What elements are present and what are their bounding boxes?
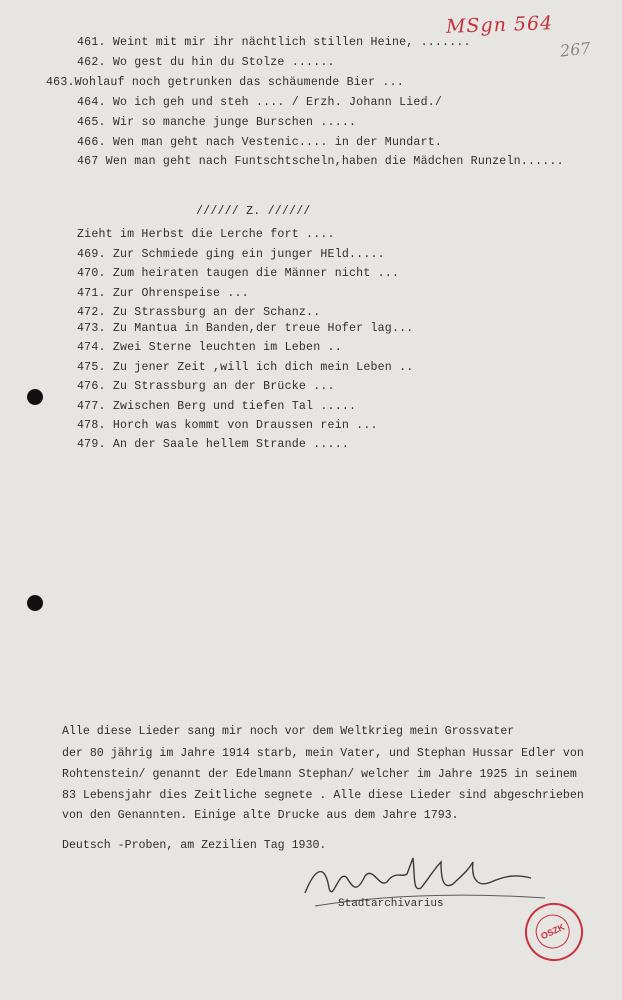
list-item: 466. Wen man geht nach Vestenic.... in der Mundart. — [77, 136, 443, 149]
list-item: 464. Wo ich geh und steh .... / Erzh. Johann Lied./ — [77, 96, 443, 109]
list-item: 479. An der Saale hellem Strande ..... — [77, 438, 350, 451]
list-item: 470. Zum heiraten taugen die Männer nicht ... — [77, 267, 400, 280]
list-item: 472. Zu Strassburg an der Schanz.. — [77, 306, 321, 319]
shelfmark: MSgn 564 — [445, 12, 554, 38]
list-item: 475. Zu jener Zeit ,will ich dich mein Leben .. — [77, 361, 414, 374]
stamp-text: OSZK — [530, 909, 575, 954]
list-item: 474. Zwei Sterne leuchten im Leben .. — [77, 341, 342, 354]
signature-title: Stadtarchivarius — [338, 898, 444, 910]
page-number: 267 — [559, 38, 592, 61]
list-item: 477. Zwischen Berg und tiefen Tal ..... — [77, 400, 357, 413]
list-item: 462. Wo gest du hin du Stolze ...... — [77, 56, 335, 69]
list-item: 465. Wir so manche junge Burschen ..... — [77, 116, 357, 129]
paragraph-line: der 80 jährig im Jahre 1914 starb, mein Vater, und Stephan Hussar Edler von — [62, 747, 584, 760]
place-date: Deutsch -Proben, am Zezilien Tag 1930. — [62, 839, 327, 852]
list-item: 473. Zu Mantua in Banden,der treue Hofer lag... — [77, 322, 414, 335]
list-item: 476. Zu Strassburg an der Brücke ... — [77, 380, 335, 393]
paragraph-line: Rohtenstein/ genannt der Edelmann Stephan/ welcher im Jahre 1925 in seinem — [62, 768, 577, 781]
paragraph-line: Alle diese Lieder sang mir noch vor dem Weltkrieg mein Grossvater — [62, 725, 515, 738]
list-item: 463.Wohlauf noch getrunken das schäumende Bier ... — [46, 76, 404, 89]
list-item: 469. Zur Schmiede ging ein junger HEld..... — [77, 248, 385, 261]
list-item: 478. Horch was kommt von Draussen rein ... — [77, 419, 378, 432]
list-item: 467 Wen man geht nach Funtschtscheln,haben die Mädchen Runzeln...... — [77, 155, 564, 168]
list-item: Zieht im Herbst die Lerche fort .... — [77, 228, 335, 241]
punch-hole — [27, 595, 43, 611]
list-item: 461. Weint mit mir ihr nächtlich stillen Heine, ....... — [77, 36, 471, 49]
punch-hole — [27, 389, 43, 405]
list-item: 471. Zur Ohrenspeise ... — [77, 287, 249, 300]
paragraph-line: 83 Lebensjahr dies Zeitliche segnete . Alle diese Lieder sind abgeschrieben — [62, 789, 584, 802]
section-heading: ////// Z. ////// — [196, 205, 311, 218]
paragraph-line: von den Genannten. Einige alte Drucke aus dem Jahre 1793. — [62, 809, 459, 822]
